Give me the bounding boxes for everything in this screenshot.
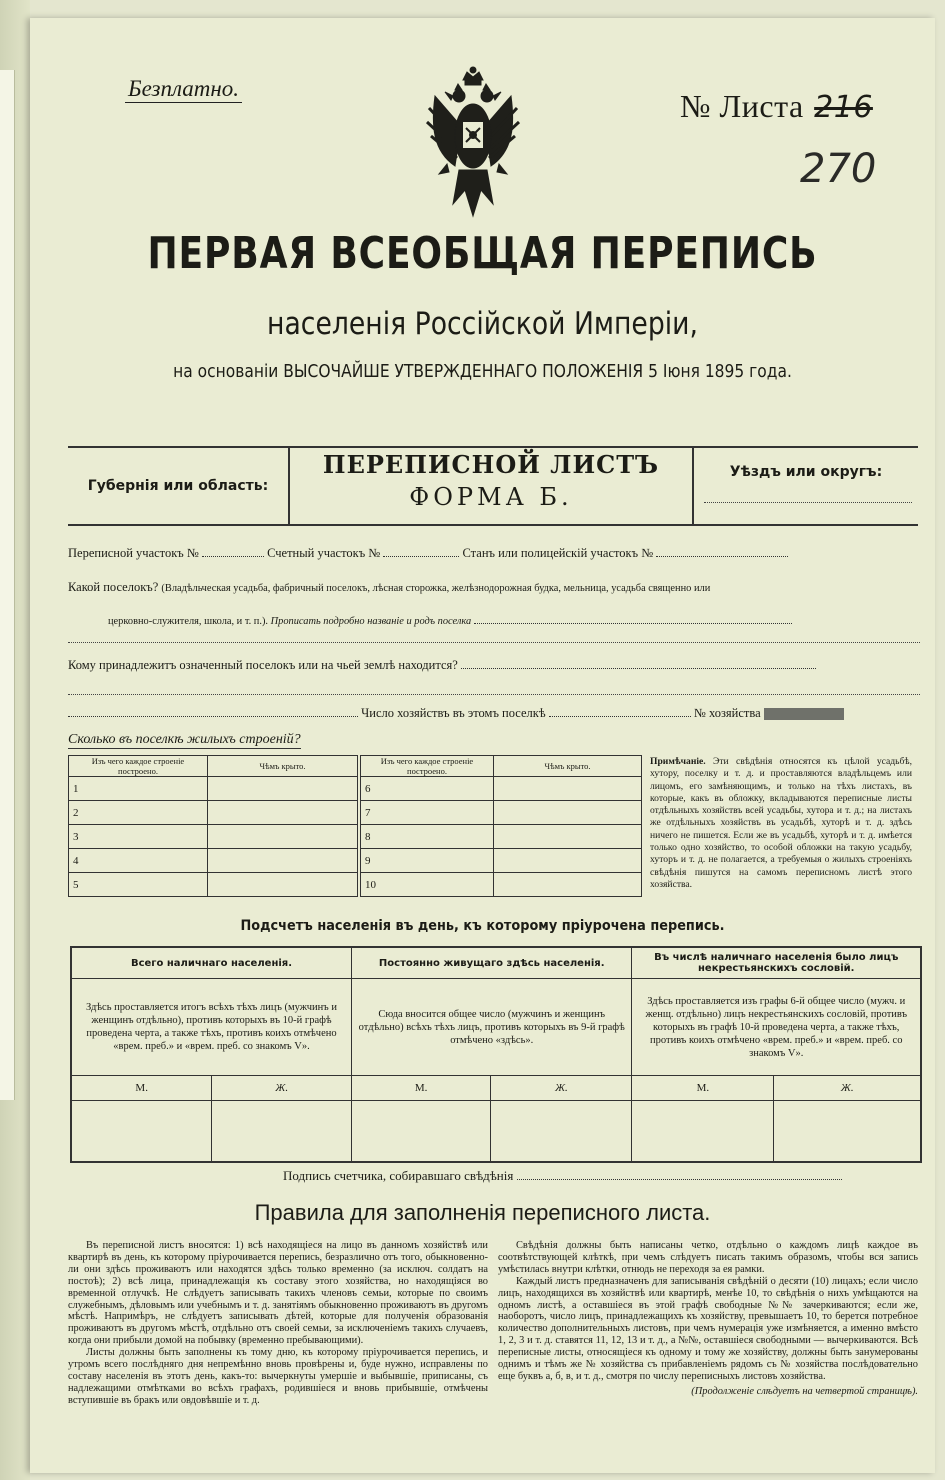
- row-number: 6: [361, 777, 494, 801]
- settlement-line-2: [108, 613, 792, 627]
- pop-header-present: Всего наличнаго населенія.: [71, 947, 351, 979]
- buildings-question: Сколько въ поселкѣ жилыхъ строеній?: [68, 732, 301, 747]
- continued-note: (Продолженіе слѣдуетъ на четвертой страницѣ).: [691, 1385, 918, 1397]
- page-subtitle: населенія Россійской Имперіи,: [267, 306, 698, 342]
- table-row[interactable]: [361, 849, 642, 873]
- row-number: 10: [361, 873, 494, 897]
- form-title-line1: ПЕРЕПИСНОЙ ЛИСТЪ: [322, 450, 660, 479]
- counting-district-label: Счетный участокъ №: [267, 546, 381, 560]
- rules-paragraph: Каждый листъ предназначенъ для записыванія свѣдѣній о десяти (10) лицахъ; если число лицъ, находящихся въ хозяйствѣ или квартирѣ, менѣе 10, то свѣдѣнія о нихъ умѣщаются на одномъ листѣ, а оставшіеся въ этой графѣ свободные №№ зачеркиваются; если же, наоборотъ, число лицъ, принадлежащихъ къ хозяйству, превышаетъ 10, то берется потребное количество дополнительныхъ листовъ, при чемъ нумерація уже измѣняется, а именно вмѣсто 1, 2, 3 и т. д. ставятся 11, 12, 13 и т. д., а №№, оставшіеся свободными — вычеркиваются. Всѣ переписные листы, относящіеся къ одному и тому же хозяйству, должны быть занумерованы однимъ и тѣмъ же № хозяйства съ прибавленіемъ рядомъ съ № хозяйства послѣдовательно еще буквъ а, б, в, и т. д., смотря по числу переписныхъ листовъ хозяйства.: [498, 1275, 918, 1382]
- signature-field[interactable]: [517, 1169, 842, 1180]
- sheet-number-label: № Листа: [680, 88, 804, 124]
- district-label: Уѣздъ или округъ:: [729, 464, 883, 480]
- row-number: 9: [361, 849, 494, 873]
- pop-header-nonpeasant: Въ числѣ наличнаго населенія было лицъ некрестьянскихъ сословій.: [632, 947, 921, 979]
- roof-cell[interactable]: [208, 801, 358, 825]
- roof-cell[interactable]: [494, 801, 642, 825]
- province-label: Губернія или область:: [68, 448, 290, 524]
- resident-female-field[interactable]: [491, 1101, 632, 1163]
- rules-paragraph: Въ переписной листъ вносятся: 1) всѣ находящіеся на лицо въ данномъ хозяйствѣ или квартирѣ въ день, къ которому пріурочивается перепись, безразлично отъ того, обыкновенно-ли они здѣсь проживаютъ или находятся здѣсь только временно (за исключ. солдатъ на постоѣ); 2) всѣ лица, принадлежащія къ составу этого хозяйства, но находящіяся во временной отлучкѣ. Не слѣдуетъ записывать такихъ членовъ семьи, которые по своимъ служебнымъ, дѣловымъ или учебнымъ и т. д. занятіямъ обыкновенно проживаютъ въ другомъ мѣстѣ. Напримѣръ, не слѣдуетъ записывать дѣтей, которые для полученія образованія проживаютъ въ другомъ мѣстѣ, отдѣльно отъ своей семьи, за исключеніемъ такихъ случаевъ, когда они прибыли домой на побывку (временно пребывающими).: [68, 1240, 488, 1347]
- row-number: 4: [69, 849, 208, 873]
- form-header-box: [68, 446, 918, 526]
- owner-line: [68, 658, 816, 673]
- present-male-field[interactable]: [71, 1101, 212, 1163]
- table-row[interactable]: [361, 825, 642, 849]
- table-row[interactable]: [69, 849, 358, 873]
- pop-desc-nonpeasant: Здѣсь проставляется изъ графы 6-й общее число (мужч. и женщ. отдѣльно) лицъ некрестьянскихъ сословій, противъ которыхъ въ графѣ 10-й проведена черта, а также тѣхъ, противъ коихъ отмѣчено «врем. преб.» и «врем. преб. со знакомъ V».: [632, 979, 921, 1076]
- settlement-examples: (Владѣльческая усадьба, фабричный поселокъ, лѣсная сторожка, желѣзнодорожная будка, мельница, усадьба священно или: [161, 583, 711, 594]
- form-title-line2: ФОРМА Б.: [409, 483, 573, 511]
- resident-male-field[interactable]: [351, 1101, 490, 1163]
- buildings-note: [650, 756, 912, 891]
- signature-label: Подпись счетчика, собиравшаго свѣдѣнія: [283, 1168, 514, 1183]
- pop-header-resident: Постоянно живущаго здѣсь населенія.: [351, 947, 631, 979]
- female-label: Ж.: [774, 1076, 921, 1101]
- households-label: Число хозяйствъ въ этомъ поселкѣ: [361, 706, 546, 720]
- female-label: Ж.: [491, 1076, 632, 1101]
- rules-left-column: [68, 1240, 488, 1407]
- row-number: 3: [69, 825, 208, 849]
- roof-cell[interactable]: [494, 849, 642, 873]
- roof-cell[interactable]: [208, 849, 358, 873]
- note-label: Примѣчаніе.: [650, 756, 706, 767]
- male-label: М.: [71, 1076, 212, 1101]
- female-label: Ж.: [212, 1076, 352, 1101]
- district-label-cell: [694, 448, 918, 524]
- settlement-examples-2: церковно-служителя, школа, и т. п.).: [108, 616, 269, 627]
- stan-label: Станъ или полицейскій участокъ №: [462, 546, 654, 560]
- buildings-table-right: [360, 755, 642, 897]
- buildings-table-left: [68, 755, 358, 897]
- district-line: [68, 546, 788, 561]
- row-number: 1: [69, 777, 208, 801]
- owner-question: Кому принадлежитъ означенный поселокъ или на чьей землѣ находится?: [68, 658, 458, 672]
- page-edge: [0, 0, 30, 1480]
- underlying-sheet: [0, 70, 15, 1100]
- settlement-field[interactable]: [474, 613, 792, 624]
- census-district-label: Переписной участокъ №: [68, 546, 199, 560]
- buildings-col-roof: Чѣмъ крыто.: [494, 756, 642, 777]
- table-row[interactable]: [69, 777, 358, 801]
- buildings-col-material: Изъ чего каждое строеніе построено.: [69, 756, 208, 777]
- row-number: 2: [69, 801, 208, 825]
- page-title: ПЕРВАЯ ВСЕОБЩАЯ ПЕРЕПИСЬ: [147, 228, 818, 279]
- settlement-instruction: Прописать подробно названіе и родъ поселка: [270, 616, 472, 627]
- roof-cell[interactable]: [208, 873, 358, 897]
- imperial-eagle-icon: [425, 66, 521, 226]
- table-row[interactable]: [361, 777, 642, 801]
- handwritten-sheet-number: 270: [800, 146, 877, 192]
- note-text: Эти свѣдѣнія относятся къ цѣлой усадьбѣ, хутору, поселку и т. д. и проставляются владѣльцемъ или лицомъ, его замѣняющимъ, и только на тѣхъ листахъ, въ которые, какъ въ обложку, вкладываются переписные листы отдѣльныхъ хозяйствъ всей усадьбы, хутора и т. д.; на листахъ же отдѣльныхъ хозяйствъ въ усадьбѣ, хуторѣ и т. д. здѣсь ничего не пишется. Если же въ усадьбѣ, хуторѣ и т. д. имѣется только одно хозяйство, то особой обложки на такую усадьбу, хуторъ и т. д. не полагается, а требуемыя о жилыхъ строеніяхъ свѣдѣнія пишутся на самомъ переписномъ листѣ этого хозяйства.: [650, 756, 913, 890]
- households-lead: [68, 706, 358, 717]
- stan-field[interactable]: [656, 546, 788, 557]
- male-label: М.: [632, 1076, 774, 1101]
- table-row[interactable]: [69, 825, 358, 849]
- census-district-field[interactable]: [202, 546, 264, 557]
- pop-desc-resident: Сюда вносится общее число (мужчинъ и женщинъ отдѣльно) всѣхъ тѣхъ лицъ, противъ которыхъ въ 9-й графѣ отмѣчено «здѣсь».: [351, 979, 631, 1076]
- rules-paragraph: Листы должны быть заполнены къ тому дню, къ которому пріурочивается перепись, и утромъ всего послѣдняго дня непремѣнно вновь провѣрены и, буде нужно, исправлены по составу населенія въ этотъ день, какъ-то: вычеркнуты умершіе и выбывшіе, приписаны, съ надлежащими отмѣтками во всѣхъ графахъ, родившіеся и вновь прибывшіе, отмѣчены вступившіе въ бракъ или овдовѣвшіе и т. д.: [68, 1347, 488, 1406]
- roof-cell[interactable]: [494, 873, 642, 897]
- row-number: 7: [361, 801, 494, 825]
- counting-district-field[interactable]: [383, 546, 459, 557]
- pop-desc-present: Здѣсь проставляется итогъ всѣхъ тѣхъ лицъ (мужчинъ и женщинъ отдѣльно), противъ которыхъ въ 10-й графѣ проведена черта, а также тѣхъ, противъ коихъ отмѣчено «врем. преб.» и «врем. преб. со знакомъ V».: [71, 979, 351, 1076]
- population-title: Подсчетъ населенія въ день, къ которому пріурочена перепись.: [240, 918, 725, 934]
- signature-line: [283, 1168, 842, 1184]
- row-number: 8: [361, 825, 494, 849]
- population-table: [70, 946, 922, 1163]
- table-row[interactable]: [361, 873, 642, 897]
- roof-cell[interactable]: [494, 777, 642, 801]
- households-field[interactable]: [549, 706, 691, 717]
- owner-field[interactable]: [461, 658, 816, 669]
- legal-basis: на основаніи ВЫСОЧАЙШЕ УТВЕРЖДЕННАГО ПОЛОЖЕНІЯ 5 Іюня 1895 года.: [173, 361, 792, 382]
- nonpeasant-male-field[interactable]: [632, 1101, 774, 1163]
- settlement-line: [68, 580, 710, 595]
- nonpeasant-female-field[interactable]: [774, 1101, 921, 1163]
- table-row[interactable]: [69, 801, 358, 825]
- settlement-extra-line[interactable]: [68, 642, 920, 643]
- settlement-question: Какой поселокъ?: [68, 580, 159, 594]
- buildings-col-material: Изъ чего каждое строеніе построено.: [361, 756, 494, 777]
- buildings-col-roof: Чѣмъ крыто.: [208, 756, 358, 777]
- sheet-number: [680, 88, 873, 125]
- free-label: Безплатно.: [125, 76, 242, 103]
- household-number-stamp: [764, 708, 844, 720]
- table-row[interactable]: [361, 801, 642, 825]
- owner-extra-line[interactable]: [68, 694, 920, 695]
- form-title: [290, 448, 694, 524]
- rules-title: Правила для заполненія переписного листа.: [254, 1200, 711, 1225]
- roof-cell[interactable]: [208, 825, 358, 849]
- present-female-field[interactable]: [212, 1101, 352, 1163]
- table-row[interactable]: [69, 873, 358, 897]
- rules-right-column: [498, 1240, 918, 1398]
- district-field[interactable]: [704, 502, 912, 503]
- household-number-label: № хозяйства: [693, 706, 761, 720]
- census-form-page: [30, 18, 935, 1473]
- male-label: М.: [351, 1076, 490, 1101]
- roof-cell[interactable]: [494, 825, 642, 849]
- roof-cell[interactable]: [208, 777, 358, 801]
- rules-paragraph: Свѣдѣнія должны быть написаны четко, отдѣльно о каждомъ лицѣ каждое въ соотвѣтствующей клѣткѣ, при чемъ слѣдуетъ писать такимъ образомъ, чтобы вся запись умѣстилась внутри клѣтки, отнюдь не переходя за ея рамки.: [498, 1240, 918, 1275]
- sheet-number-crossed: 216: [814, 90, 873, 125]
- households-line: [68, 706, 844, 721]
- row-number: 5: [69, 873, 208, 897]
